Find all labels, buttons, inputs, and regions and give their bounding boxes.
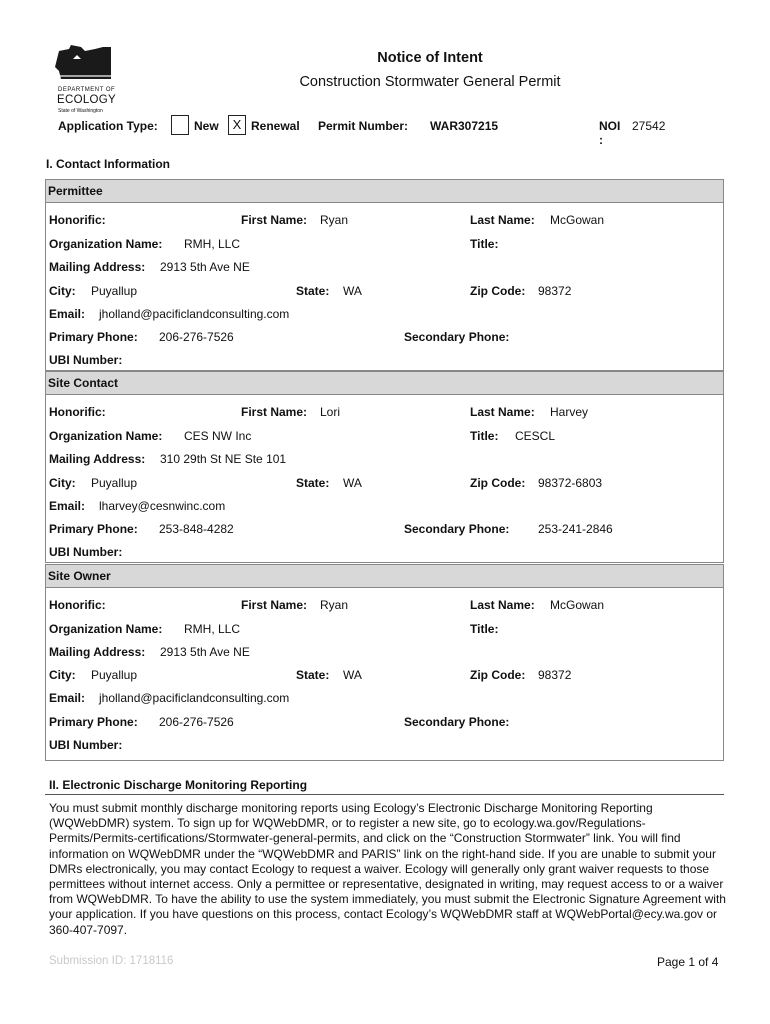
site-contact-primary-phone: 253-848-4282: [159, 522, 234, 536]
site-owner-organization-label: Organization Name:: [49, 622, 163, 636]
site-contact-state: WA: [343, 476, 362, 490]
site-owner-organization: RMH, LLC: [184, 622, 241, 636]
site-contact-section: [45, 371, 724, 563]
section-edmr-body: You must submit monthly discharge monitoring reports using Ecology’s Electronic Discharge Monitoring Reporting (WQWebDMR) system. To sign up for WQWebDMR, or to register a new site, go to ecology.wa.gov/Regulations-Permits/Permits-certifications/Stormwater-general-permits, and click on the “Construction Stormwater” link. You will find information on WQWebDMR under the “WQWebDMR and PARIS” link on the right-hand side. If you are unable to submit your DMRs electronically, you may contact Ecology to request a waiver. Ecology will generally only grant waiver requests to those permittees without internet access. Only a permittee or representative, designated in writing, may request access to or a waiver from WQWebDMR. To have the ability to use the system immediately, you must submit the Electronic Signature Agreement with your application. If you have questions on this process, contact Ecology’s WQWebDMR staff at WQWebPortal@ecy.wa.gov or 360-407-7097.: [49, 801, 726, 937]
permittee-email-label: Email:: [49, 307, 86, 321]
permittee-heading: Permittee: [46, 180, 723, 203]
permittee-organization: RMH, LLC: [184, 237, 241, 251]
site-owner-first-name: Ryan: [320, 598, 349, 612]
permittee-email: jholland@pacificlandconsulting.com: [99, 307, 290, 321]
site-contact-zip: 98372-6803: [538, 476, 603, 490]
document-title: Notice of Intent: [377, 50, 483, 66]
page-number: Page 1 of 4: [657, 955, 719, 969]
logo-state-text: State of Washington: [58, 108, 103, 114]
site-owner-primary-phone-label: Primary Phone:: [49, 715, 138, 729]
site-contact-primary-phone-label: Primary Phone:: [49, 522, 138, 536]
permittee-primary-phone: 206-276-7526: [159, 330, 234, 344]
site-contact-state-label: State:: [296, 476, 330, 490]
site-owner-mailing-label: Mailing Address:: [49, 645, 146, 659]
noi-label: NOI: [599, 119, 621, 133]
site-owner-email-label: Email:: [49, 691, 86, 705]
permittee-zip: 98372: [538, 284, 572, 298]
new-label: New: [194, 119, 219, 133]
site-contact-first-name: Lori: [320, 405, 341, 419]
permittee-state: WA: [343, 284, 362, 298]
site-contact-first-name-label: First Name:: [241, 405, 308, 419]
permittee-last-name: McGowan: [550, 213, 605, 227]
permittee-mailing-label: Mailing Address:: [49, 260, 146, 274]
site-owner-ubi-label: UBI Number:: [49, 738, 123, 752]
site-owner-last-name: McGowan: [550, 598, 605, 612]
application-type-label: Application Type:: [58, 119, 158, 133]
permittee-secondary-phone-label: Secondary Phone:: [404, 330, 510, 344]
site-contact-mailing: 310 29th St NE Ste 101: [160, 452, 287, 466]
site-contact-last-name-label: Last Name:: [470, 405, 535, 419]
permittee-title-label: Title:: [470, 237, 499, 251]
permittee-first-name-label: First Name:: [241, 213, 308, 227]
site-contact-title-label: Title:: [470, 429, 499, 443]
site-owner-section: [45, 564, 724, 761]
permittee-state-label: State:: [296, 284, 330, 298]
site-contact-secondary-phone-label: Secondary Phone:: [404, 522, 510, 536]
site-contact-heading: Site Contact: [46, 372, 723, 395]
section-contact-title: I. Contact Information: [46, 157, 170, 171]
site-contact-mailing-label: Mailing Address:: [49, 452, 146, 466]
site-owner-city: Puyallup: [91, 668, 138, 682]
permit-number-value: WAR307215: [430, 119, 499, 133]
site-owner-email: jholland@pacificlandconsulting.com: [99, 691, 290, 705]
document-subtitle: Construction Stormwater General Permit: [299, 74, 561, 90]
permittee-mailing: 2913 5th Ave NE: [160, 260, 250, 274]
permittee-ubi-label: UBI Number:: [49, 353, 123, 367]
new-checkbox[interactable]: [171, 115, 189, 135]
noi-colon: :: [599, 133, 603, 147]
site-contact-zip-label: Zip Code:: [470, 476, 526, 490]
site-owner-heading: Site Owner: [46, 565, 723, 588]
site-owner-zip-label: Zip Code:: [470, 668, 526, 682]
site-contact-organization-label: Organization Name:: [49, 429, 163, 443]
section-edmr-title: II. Electronic Discharge Monitoring Reporting: [49, 778, 308, 792]
logo-department-text: DEPARTMENT OF: [58, 87, 116, 93]
site-owner-city-label: City:: [49, 668, 76, 682]
section-divider: [45, 794, 724, 795]
site-owner-state: WA: [343, 668, 362, 682]
site-owner-first-name-label: First Name:: [241, 598, 308, 612]
site-contact-secondary-phone: 253-241-2846: [538, 522, 613, 536]
site-owner-last-name-label: Last Name:: [470, 598, 535, 612]
submission-id: Submission ID: 1718116: [49, 955, 174, 967]
renewal-checkbox[interactable]: X: [228, 115, 246, 135]
permittee-primary-phone-label: Primary Phone:: [49, 330, 138, 344]
site-owner-honorific-label: Honorific:: [49, 598, 106, 612]
renewal-label: Renewal: [251, 119, 300, 133]
site-owner-state-label: State:: [296, 668, 330, 682]
site-owner-zip: 98372: [538, 668, 572, 682]
permittee-honorific-label: Honorific:: [49, 213, 106, 227]
permittee-first-name: Ryan: [320, 213, 349, 227]
permittee-section: [45, 179, 724, 371]
site-contact-last-name: Harvey: [550, 405, 589, 419]
site-contact-email: lharvey@cesnwinc.com: [99, 499, 226, 513]
permittee-zip-label: Zip Code:: [470, 284, 526, 298]
permittee-city-label: City:: [49, 284, 76, 298]
site-owner-mailing: 2913 5th Ave NE: [160, 645, 250, 659]
site-owner-secondary-phone-label: Secondary Phone:: [404, 715, 510, 729]
site-owner-primary-phone: 206-276-7526: [159, 715, 234, 729]
site-contact-city: Puyallup: [91, 476, 138, 490]
logo-ecology-text: ECOLOGY: [57, 94, 116, 106]
permittee-city: Puyallup: [91, 284, 138, 298]
site-owner-title-label: Title:: [470, 622, 499, 636]
permittee-last-name-label: Last Name:: [470, 213, 535, 227]
noi-number: 27542: [632, 119, 666, 133]
site-contact-email-label: Email:: [49, 499, 86, 513]
site-contact-title: CESCL: [515, 429, 556, 443]
site-contact-ubi-label: UBI Number:: [49, 545, 123, 559]
site-contact-organization: CES NW Inc: [184, 429, 252, 443]
site-contact-city-label: City:: [49, 476, 76, 490]
site-contact-honorific-label: Honorific:: [49, 405, 106, 419]
permit-number-label: Permit Number:: [318, 119, 409, 133]
permittee-organization-label: Organization Name:: [49, 237, 163, 251]
